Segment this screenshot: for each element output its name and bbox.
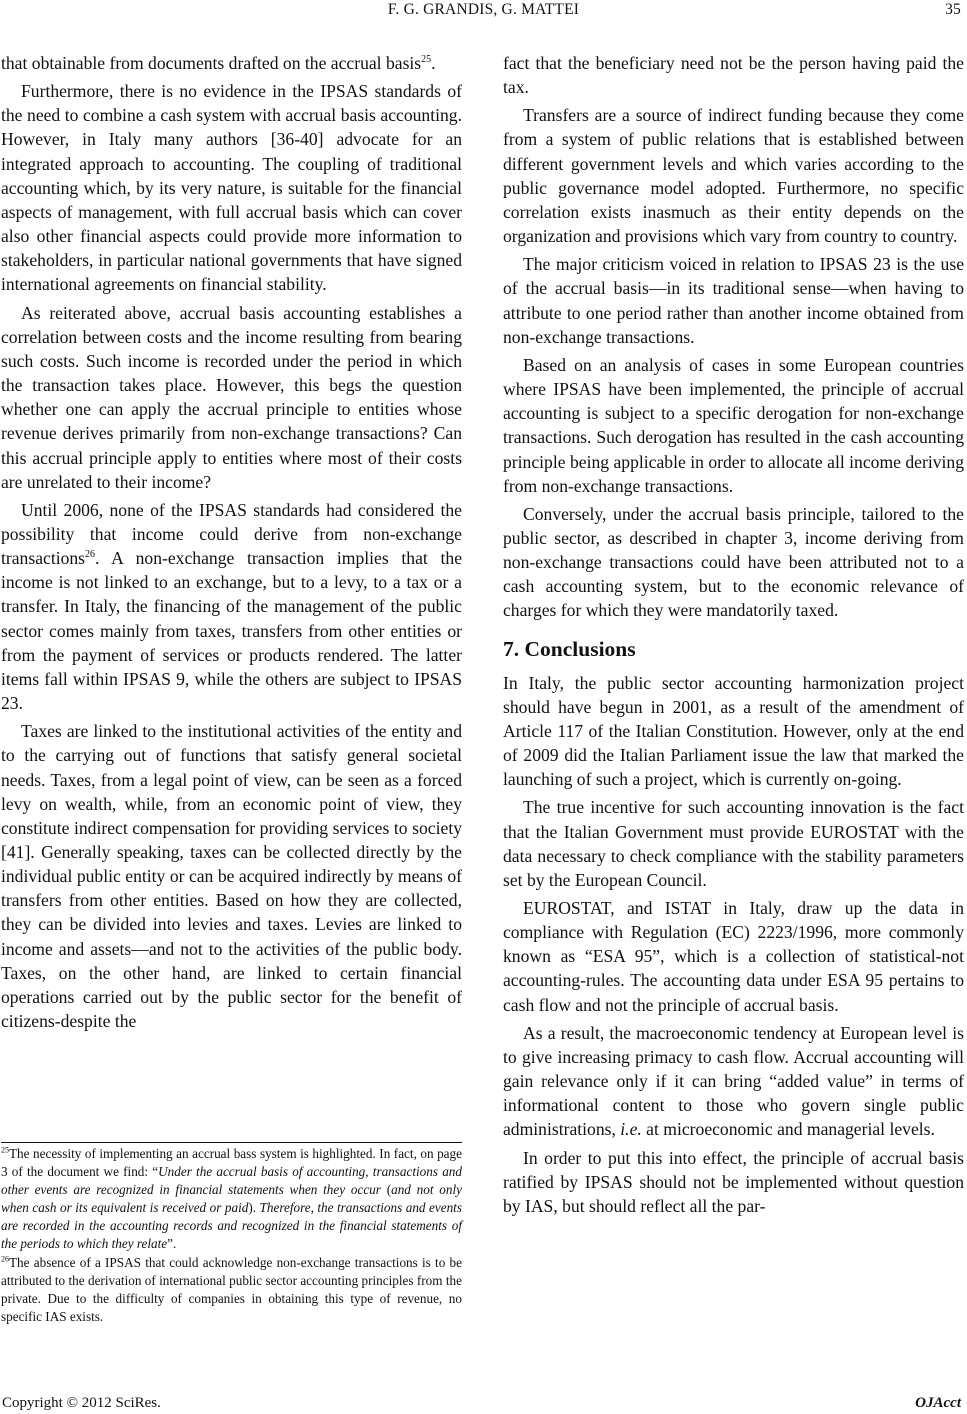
footnote-text: ( [380, 1182, 392, 1198]
paragraph: Conversely, under the accrual basis principle, tailored to the public sector, as described in chapter 3, income deriving from non-exchange transactions could have been attributed not to a cash accounting system, but to the economic relevance of charges for which they were mandatorily taxed. [503, 503, 964, 621]
right-column [503, 51, 964, 1222]
footnote-ref-25[interactable]: 25 [421, 54, 432, 66]
footnote-quote: Therefore [259, 1200, 311, 1216]
footnote-number: 26 [1, 1254, 9, 1264]
section-heading-conclusions: 7. Conclusions [503, 636, 636, 661]
footnote-quote: Under the accrual basis of accounting, transactions and other events are recognized in financial statements when they occur [1, 1164, 462, 1198]
paragraph: fact that the beneficiary need not be the person having paid the tax. [503, 53, 964, 98]
paragraph-text: . [431, 53, 436, 73]
footnote-25 [1, 1145, 462, 1254]
page-footer [0, 1395, 967, 1413]
paragraph-text: Until 2006, none of the IPSAS standards had considered the possibility that income could derive from non-exchange transactions [1, 499, 462, 569]
footnote-divider [1, 1142, 462, 1143]
paragraph [1, 498, 462, 715]
left-column [1, 51, 462, 1037]
paragraph: The major criticism voiced in relation to IPSAS 23 is the use of the accrual basis—in its traditional sense—when having to attribute to one period rather than another income obtained from non-exchange transactions. [503, 254, 964, 347]
footnote-text: , [310, 1200, 318, 1216]
paragraph [1, 51, 462, 75]
footnote-quote: and not only when cash or its equivalent is received or paid [1, 1182, 462, 1216]
footnote-text: The necessity of implementing an accrual bass system is highlighted. In fact, on page 3 of the document we find: “ [1, 1146, 462, 1180]
paragraph: Based on an analysis of cases in some European countries where IPSAS have been implemented, the principle of accrual accounting is subject to a specific derogation for non-exchange transactions. Such derogation has resulted in the cash accounting principle being applicable in order to allocate all income deriving from non-exchange transactions. [503, 354, 964, 496]
footnote-text: ”. [167, 1236, 177, 1252]
paragraph: In Italy, the public sector accounting harmonization project should have begun in 2001, as a result of the amendment of Article 117 of the Italian Constitution. However, only at the end of 2009 did the Italian Parliament issue the law that marked the launching of such a project, which is currently on-going. [503, 672, 964, 790]
paragraph: As reiterated above, accrual basis accounting establishes a correlation between costs and the income resulting from bearing such costs. Such income is recorded under the period in which the transaction takes place. However, this begs the question whether one can apply the accrual principle to entities whose revenue derives primarily from non-exchange transactions? Can this accrual principle apply to entities where most of their costs are unrelated to their income? [1, 302, 462, 492]
footnotes [1, 1145, 462, 1326]
paragraph: The true incentive for such accounting innovation is the fact that the Italian Government must provide EUROSTAT with the data necessary to check compliance with the stability parameters set by the European Council. [503, 797, 964, 890]
footnote-ref-26[interactable]: 26 [85, 549, 96, 561]
journal-abbreviation: OJAcct [915, 1395, 961, 1411]
paragraph: Taxes are linked to the institutional activities of the entity and to the carrying out of functions that satisfy general societal needs. Taxes, from a legal point of view, can be seen as a forced levy on wealth, while, from an economic point of view, they constitute indirect compensation for providing services to society [41]. Generally speaking, taxes can be collected directly by the individual public entity or can be acquired indirectly by means of transfers from other entities. Based on how they are collected, they can be divided into levies and taxes. Levies are linked to income and assets—and not to the activities of the public body. Taxes, on the other hand, are linked to certain financial operations carried out by the public sector for the benefit of citizens-despite the [1, 721, 462, 1032]
running-head-authors: F. G. GRANDIS, G. MATTEI [387, 1, 580, 18]
running-header [0, 0, 967, 24]
footnote-text: ). [248, 1200, 260, 1216]
paragraph-italic: i.e. [620, 1119, 642, 1140]
paragraph-text: that obtainable from documents drafted on the accrual basis [1, 53, 422, 73]
paragraph-text: at microeconomic and managerial levels. [641, 1119, 935, 1140]
paragraph: Furthermore, there is no evidence in the IPSAS standards of the need to combine a cash system with accrual basis accounting. However, in Italy many authors [36-40] advocate for an integrated approach to accounting. The coupling of traditional accounting which, by its very nature, is suitable for the financial aspects of management, with full accrual basis which can cover also other financial aspects could provide more information to stakeholders, in particular national governments that have signed international agreements on financial stability. [1, 81, 462, 295]
paragraph-text: . A non-exchange transaction implies that the income is not linked to an exchange, but to a levy, to a tax or a transfer. In Italy, the financing of the management of the public sector comes mainly from taxes, transfers from other entities or from the payment of services or products rendered. The latter items fall within IPSAS 9, while the others are subject to IPSAS 23. [1, 548, 462, 714]
footnote-quote: the transactions and events are recorded in the accounting records and recognized in the financial statements of the periods to which they relate [1, 1200, 462, 1252]
paragraph: Transfers are a source of indirect funding because they come from a system of public relations that is established between different government levels and which varies according to the public governance model adopted. Furthermore, no specific correlation exists inasmuch as their entity depends on the organization and provisions which vary from country to country. [503, 105, 964, 247]
paragraph: EUROSTAT, and ISTAT in Italy, draw up the data in compliance with Regulation (EC) 2223/1996, more commonly known as “ESA 95”, which is a collection of statistical-not accounting-rules. The accounting data under ESA 95 pertains to cash flow and not the principle of accrual basis. [503, 898, 964, 1015]
copyright-notice: Copyright © 2012 SciRes. [2, 1395, 161, 1411]
paragraph-text: As a result, the macroeconomic tendency at European level is to give increasing primacy to cash flow. Accrual accounting will gain relevance only if it can bring “added value” in terms of informational content to those who govern single public administrations, [503, 1022, 964, 1140]
page-number: 35 [945, 1, 961, 18]
paragraph: In order to put this into effect, the principle of accrual basis ratified by IPSAS should not be implemented without question by IAS, but should reflect all the par- [503, 1147, 964, 1216]
footnote-number: 25 [1, 1145, 9, 1155]
paragraph [503, 1021, 964, 1142]
footnote-26 [1, 1254, 462, 1326]
footnote-text: The absence of a IPSAS that could acknowledge non-exchange transactions is to be attributed to the derivation of international public sector accounting principles from the private. Due to the difficulty of companies in obtaining this type of revenue, no specific IAS exists. [1, 1254, 462, 1324]
